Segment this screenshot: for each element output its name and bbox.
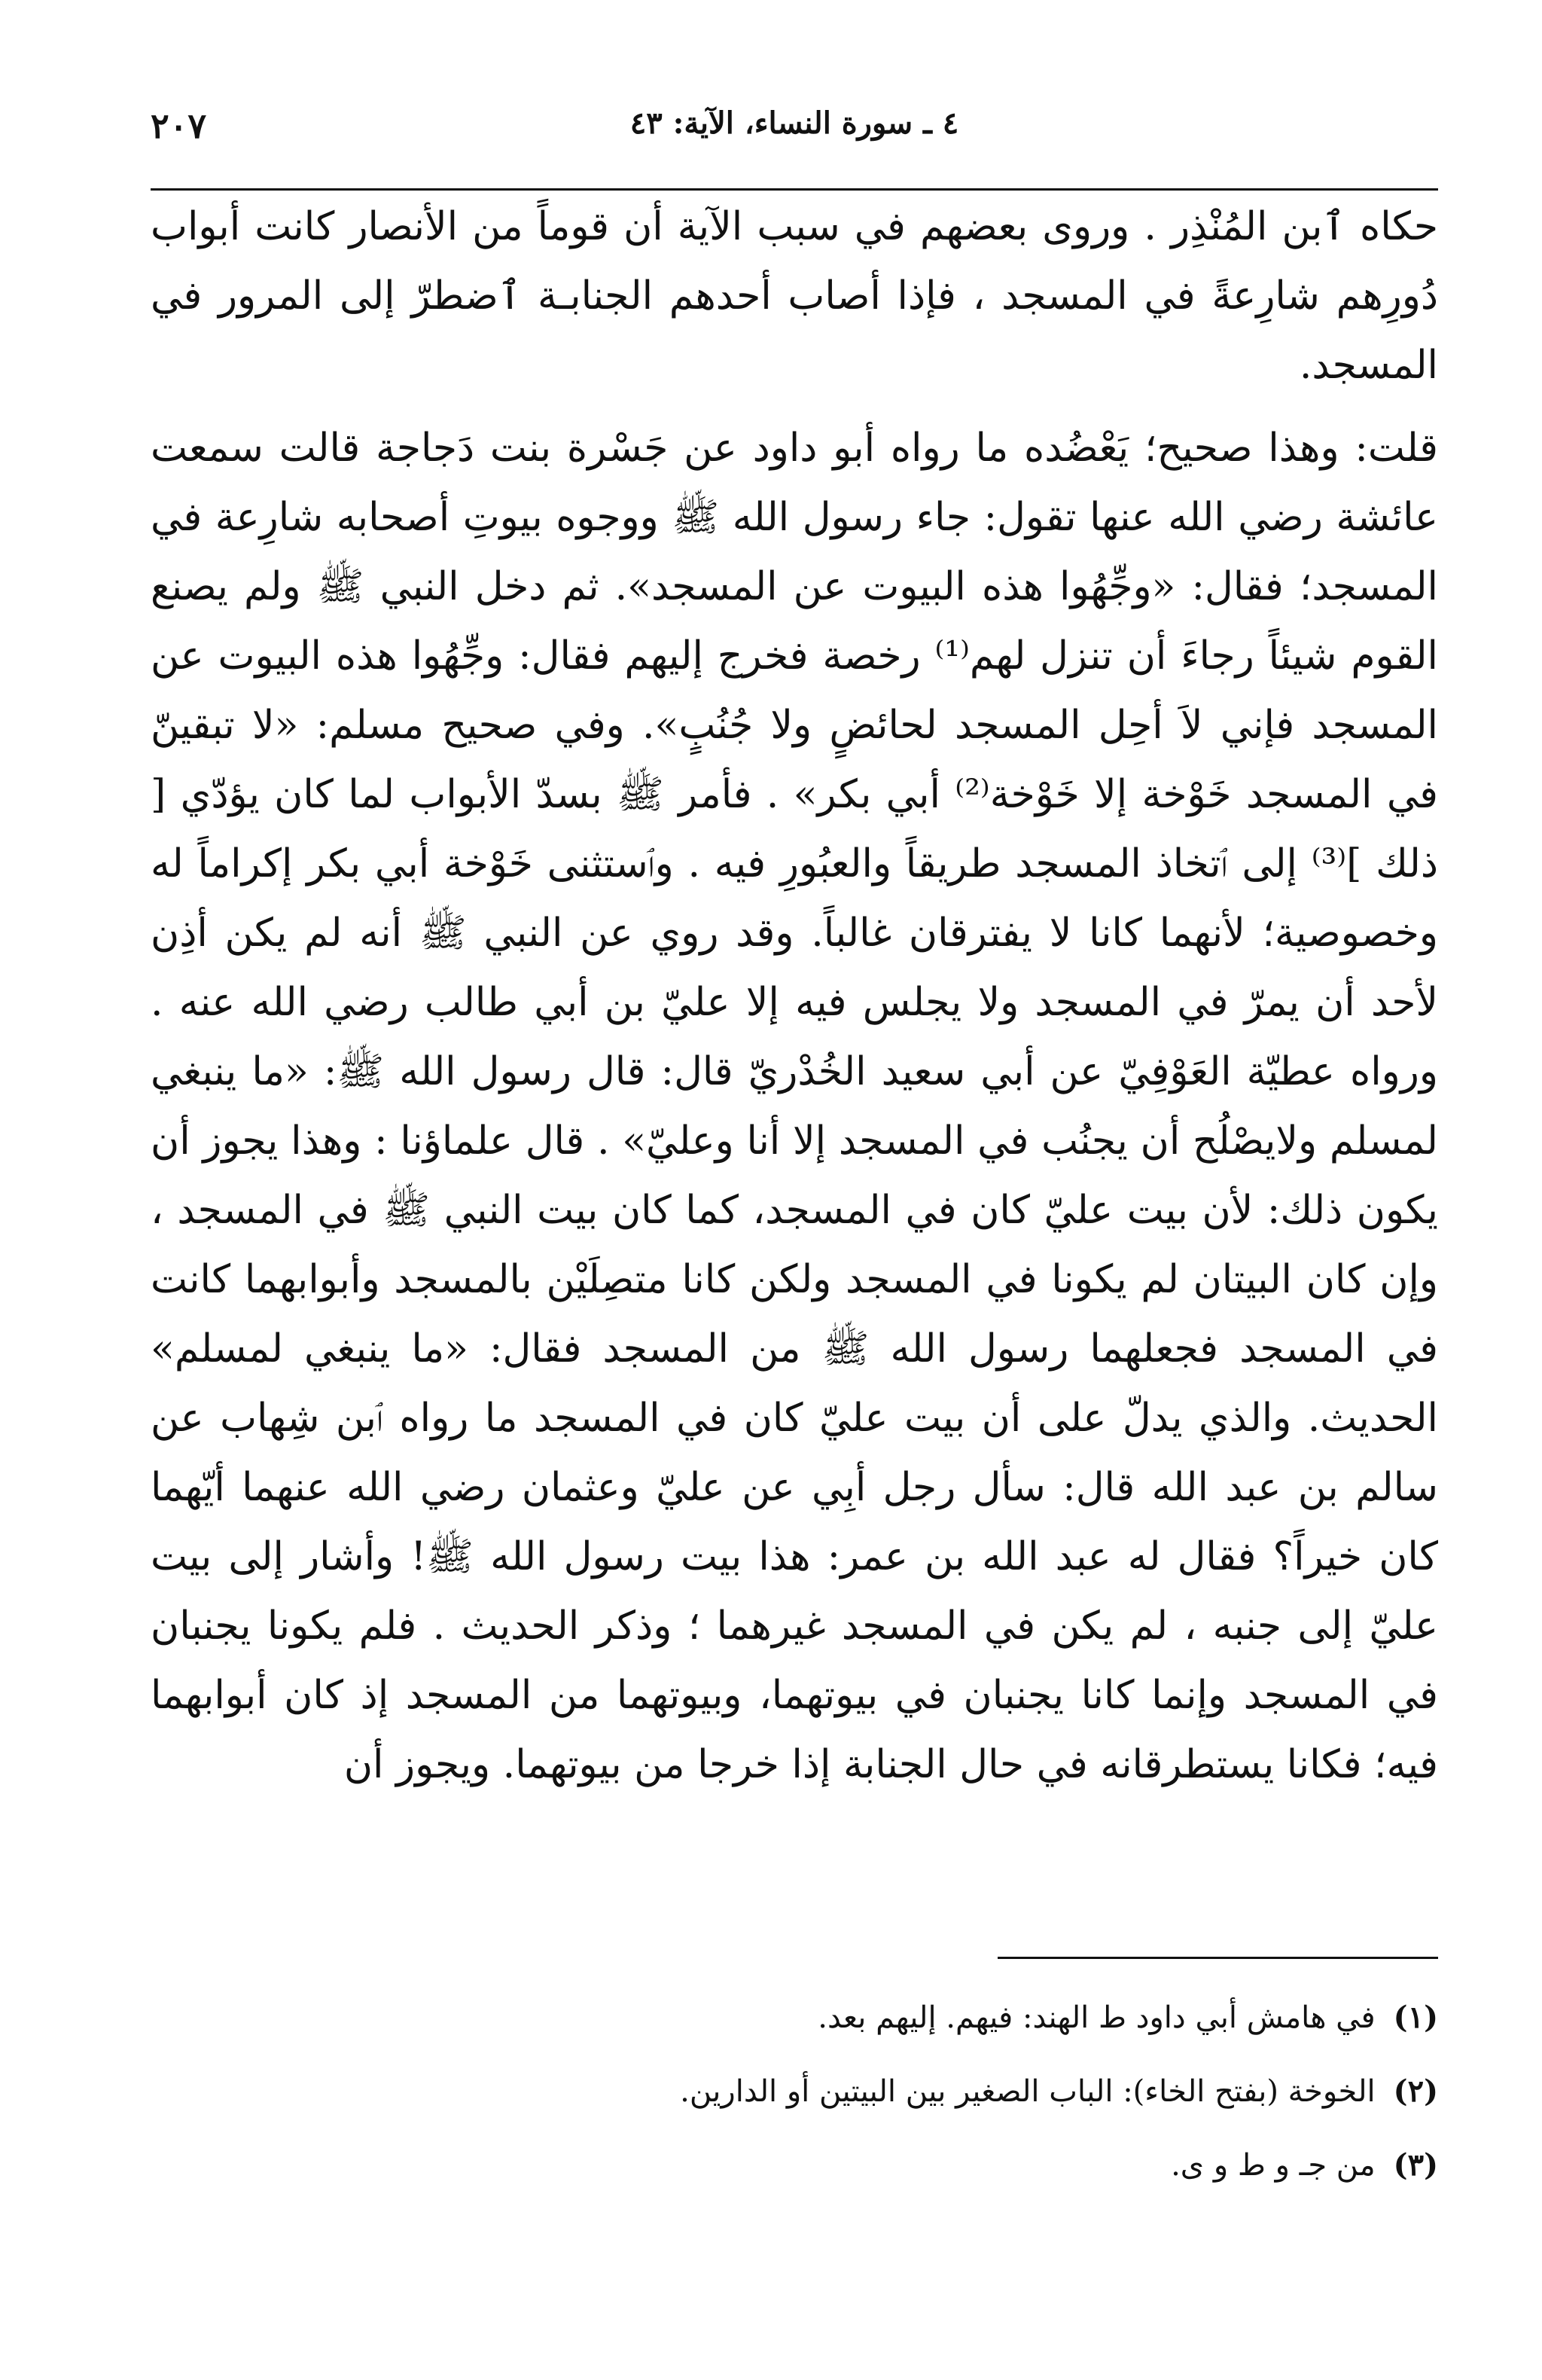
running-title: ٤ ـ سورة النساء، الآية: ٤٣ [629, 105, 959, 141]
header-rule [151, 188, 1438, 191]
footnote-number: (١) [1393, 2000, 1438, 2035]
footnote-number: (٣) [1393, 2147, 1438, 2183]
paragraph-1: حكاه ٱبن المُنْذِر . وروى بعضهم في سبب الآية أن قوماً من الأنصار كانت أبواب دُورِهم شارِعةً في المسجد ، فإذا أصاب أحدهم الجنابـة ٱضطرّ إلى المرور في المسجد. [151, 204, 1438, 388]
page-number: ٢٠٧ [151, 105, 207, 146]
footnote-text: في هامش أبي داود ط الهند: فيهم. إليهم بعد. [818, 2000, 1376, 2035]
footnote-rule [998, 1957, 1438, 1959]
footnote-number: (٢) [1393, 2073, 1438, 2109]
footnote-text: من جـ و ط و ى. [1171, 2148, 1376, 2183]
paragraph-2: قلت: وهذا صحيح؛ يَعْضُده ما رواه أبو داود عن جَسْرة بنت دَجاجة قالت سمعت عائشة رضي الله عنها تقول: جاء رسول الله ﷺ ووجوه بيوتِ أصحابه شارِعة في المسجد؛ فقال: «وجِّهُوا هذه البيوت عن المسجد». ثم دخل النبي ﷺ ولم يصنع القوم شيئاً رجاءَ أن تنزل لهم⁽¹⁾ رخصة فخرج إليهم فقال: وجِّهُوا هذه البيوت عن المسجد فإني لاَ أحِل المسجد لحائضٍ ولا جُنُبٍ». وفي صحيح مسلم: «لا تبقينّ في المسجد خَوْخة إلا خَوْخة⁽²⁾ أبي بكر» . فأمر ﷺ بسدّ الأبواب لما كان يؤدّي [ ذلك ]⁽³⁾ إلى ٱتخاذ المسجد طريقاً والعبُورِ فيه . وٱستثنى خَوْخة أبي بكر إكراماً له وخصوصية؛ لأنهما كانا لا يفترقان غالباً. وقد روي عن النبي ﷺ أنه لم يكن أذِن لأحد أن يمرّ في المسجد ولا يجلس فيه إلا عليّ بن أبي طالب رضي الله عنه . ورواه عطيّة العَوْفِيّ عن أبي سعيد الخُدْريّ قال: قال رسول الله ﷺ: «ما ينبغي لمسلم ولايصْلُح أن يجنُب في المسجد إلا أنا وعليّ» . قال علماؤنا : وهذا يجوز أن يكون ذلك: لأن بيت عليّ كان في المسجد، كما كان بيت النبي ﷺ في المسجد ، وإن كان البيتان لم يكونا في المسجد ولكن كانا متصِلَيْن بالمسجد وأبوابهما كانت في المسجد فجعلهما رسول الله ﷺ من المسجد فقال: «ما ينبغي لمسلم» الحديث. والذي يدلّ على أن بيت عليّ كان في المسجد ما رواه ٱبن شِهاب عن سالم بن عبد الله قال: سأل رجل أبِي عن عليّ وعثمان رضي الله عنهما أيّهما كان خيراً؟ فقال له عبد الله بن عمر: هذا بيت رسول الله ﷺ! وأشار إلى بيت عليّ إلى جنبه ، لم يكن في المسجد غيرهما ؛ وذكر الحديث . فلم يكونا يجنبان في المسجد وإنما كانا يجنبان في بيوتهما، وبيوتهما من المسجد إذ كان أبوابهما فيه؛ فكانا يستطرقانه في حال الجنابة إذا خرجا من بيوتهما. ويجوز أن [151, 426, 1439, 1787]
main-text [151, 192, 1438, 1799]
footnote-2 [151, 2055, 1438, 2128]
footnotes [151, 1981, 1438, 2202]
footnote-text: الخوخة (بفتح الخاء): الباب الصغير بين البيتين أو الدارين. [680, 2074, 1376, 2109]
page-header [151, 105, 1438, 166]
footnote-1 [151, 1981, 1438, 2055]
footnote-3 [151, 2128, 1438, 2202]
